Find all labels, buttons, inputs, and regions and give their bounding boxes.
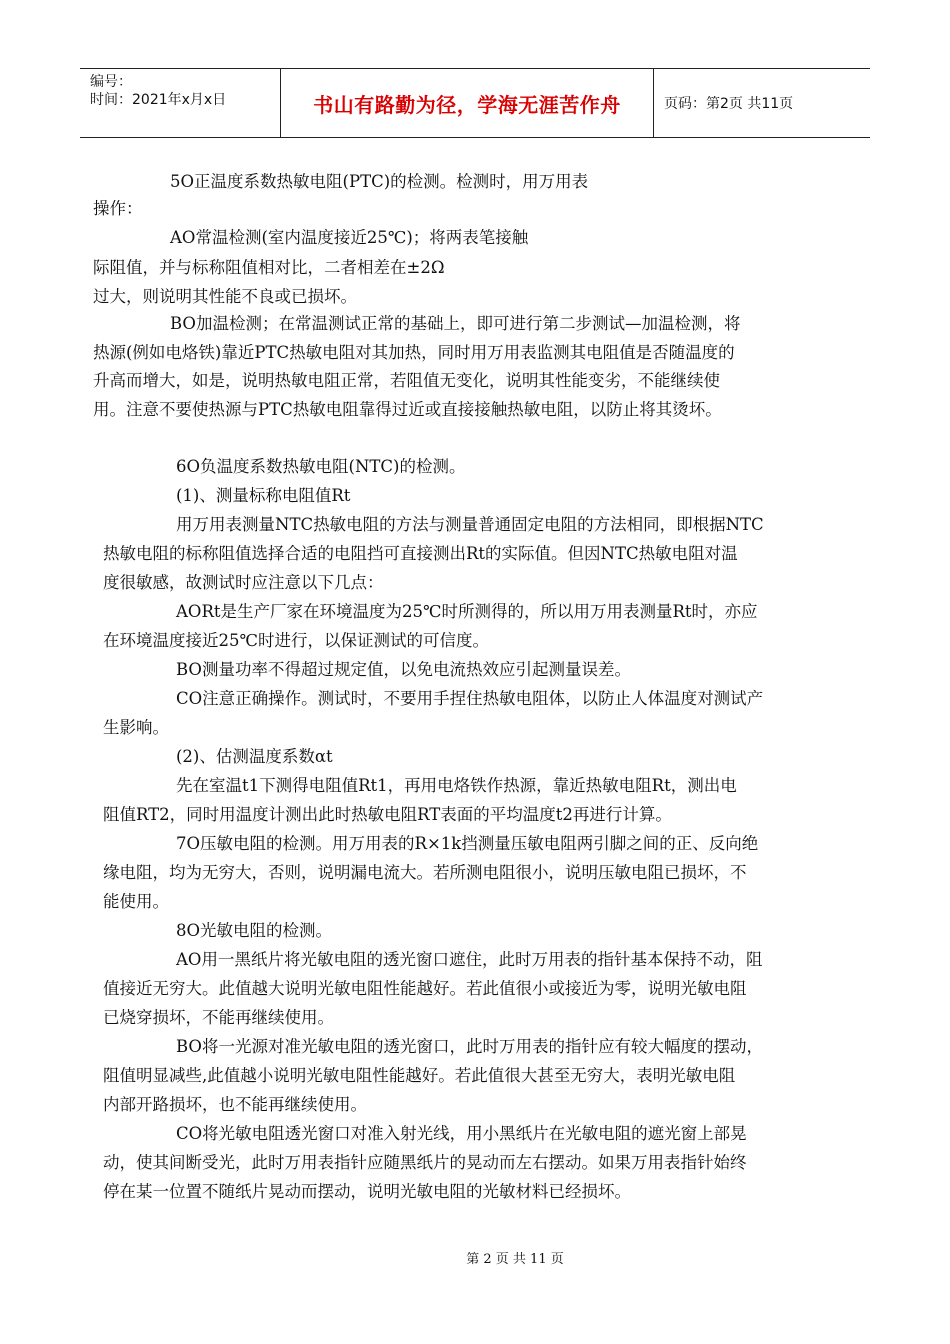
text-line: 值接近无穷大。此值越大说明光敏电阻性能越好。若此值很小或接近为零，说明光敏电阻: [103, 979, 747, 998]
text-line: AORt是生产厂家在环境温度为25℃时所测得的，所以用万用表测量Rt时，亦应: [176, 602, 758, 621]
header-date-label: 时间：2021年x月x日: [90, 92, 227, 108]
header-page-info: [654, 69, 870, 137]
text-line: 热源(例如电烙铁)靠近PTC热敏电阻对其加热，同时用万用表监测其电阻值是否随温度的: [93, 343, 735, 362]
text-line: 动，使其间断受光，此时万用表指针应随黑纸片的晃动而左右摆动。如果万用表指针始终: [103, 1153, 747, 1172]
header-meta: [80, 69, 280, 137]
text-line: 升高而增大，如是，说明热敏电阻正常，若阻值无变化，说明其性能变劣，不能继续使: [93, 371, 720, 390]
header-number-label: 编号：: [90, 74, 132, 90]
page-footer: [0, 1248, 950, 1267]
text-line: 度很敏感，故测试时应注意以下几点：: [103, 573, 384, 592]
text-line: 在环境温度接近25℃时进行，以保证测试的可信度。: [103, 631, 489, 650]
text-line: 6O负温度系数热敏电阻(NTC)的检测。: [176, 457, 466, 476]
text-line: (1)、测量标称电阻值Rt: [176, 486, 351, 505]
text-line: 停在某一位置不随纸片晃动而摆动，说明光敏电阻的光敏材料已经损坏。: [103, 1182, 631, 1201]
text-line: 用。注意不要使热源与PTC热敏电阻靠得过近或直接接触热敏电阻，以防止将其烫坏。: [93, 400, 722, 419]
text-line: 已烧穿损坏，不能再继续使用。: [103, 1008, 334, 1027]
page-header: [80, 68, 870, 138]
text-line: 8O光敏电阻的检测。: [176, 921, 333, 940]
text-line: AO用一黑纸片将光敏电阻的透光窗口遮住，此时万用表的指针基本保持不动，阻: [176, 950, 763, 969]
text-line: 用万用表测量NTC热敏电阻的方法与测量普通固定电阻的方法相同，即根据NTC: [176, 515, 764, 534]
text-line: 5O正温度系数热敏电阻(PTC)的检测。检测时，用万用表: [170, 172, 589, 191]
text-line: 际阻值，并与标称阻值相对比，二者相差在±2Ω: [93, 258, 445, 277]
text-line: 过大，则说明其性能不良或已损坏。: [93, 287, 357, 306]
text-line: AO常温检测(室内温度接近25℃)；将两表笔接触: [170, 228, 529, 247]
text-line: BO测量功率不得超过规定值，以免电流热效应引起测量误差。: [176, 660, 631, 679]
text-line: 缘电阻，均为无穷大，否则，说明漏电流大。若所测电阻很小，说明压敏电阻已损坏，不: [103, 863, 747, 882]
text-line: 阻值明显减些,此值越小说明光敏电阻性能越好。若此值很大甚至无穷大，表明光敏电阻: [103, 1066, 736, 1085]
text-line: 热敏电阻的标称阻值选择合适的电阻挡可直接测出Rt的实际值。但因NTC热敏电阻对温: [103, 544, 738, 563]
text-line: 内部开路损坏，也不能再继续使用。: [103, 1095, 367, 1114]
text-line: CO将光敏电阻透光窗口对准入射光线，用小黑纸片在光敏电阻的遮光窗上部晃: [176, 1124, 747, 1143]
text-line: CO注意正确操作。测试时，不要用手捏住热敏电阻体，以防止人体温度对测试产: [176, 689, 764, 708]
footer-page-number: 第 2 页 共 11 页: [466, 1252, 564, 1267]
text-line: 能使用。: [103, 892, 169, 911]
text-line: BO加温检测；在常温测试正常的基础上，即可进行第二步测试—加温检测，将: [170, 314, 741, 333]
text-line: 先在室温t1下测得电阻值Rt1，再用电烙铁作热源，靠近热敏电阻Rt，测出电: [176, 776, 737, 795]
text-line: (2)、估测温度系数αt: [176, 747, 333, 766]
text-line: 7O压敏电阻的检测。用万用表的R×1k挡测量压敏电阻两引脚之间的正、反向绝: [176, 834, 759, 853]
header-motto: 书山有路勤为径，学海无涯苦作舟: [280, 69, 654, 137]
text-line: 操作：: [93, 199, 143, 218]
text-line: BO将一光源对准光敏电阻的透光窗口，此时万用表的指针应有较大幅度的摆动，: [176, 1037, 763, 1056]
header-page-label: 页码：第2页 共11页: [664, 96, 794, 112]
text-line: 阻值RT2，同时用温度计测出此时热敏电阻RT表面的平均温度t2再进行计算。: [103, 805, 672, 824]
text-line: 生影响。: [103, 718, 169, 737]
